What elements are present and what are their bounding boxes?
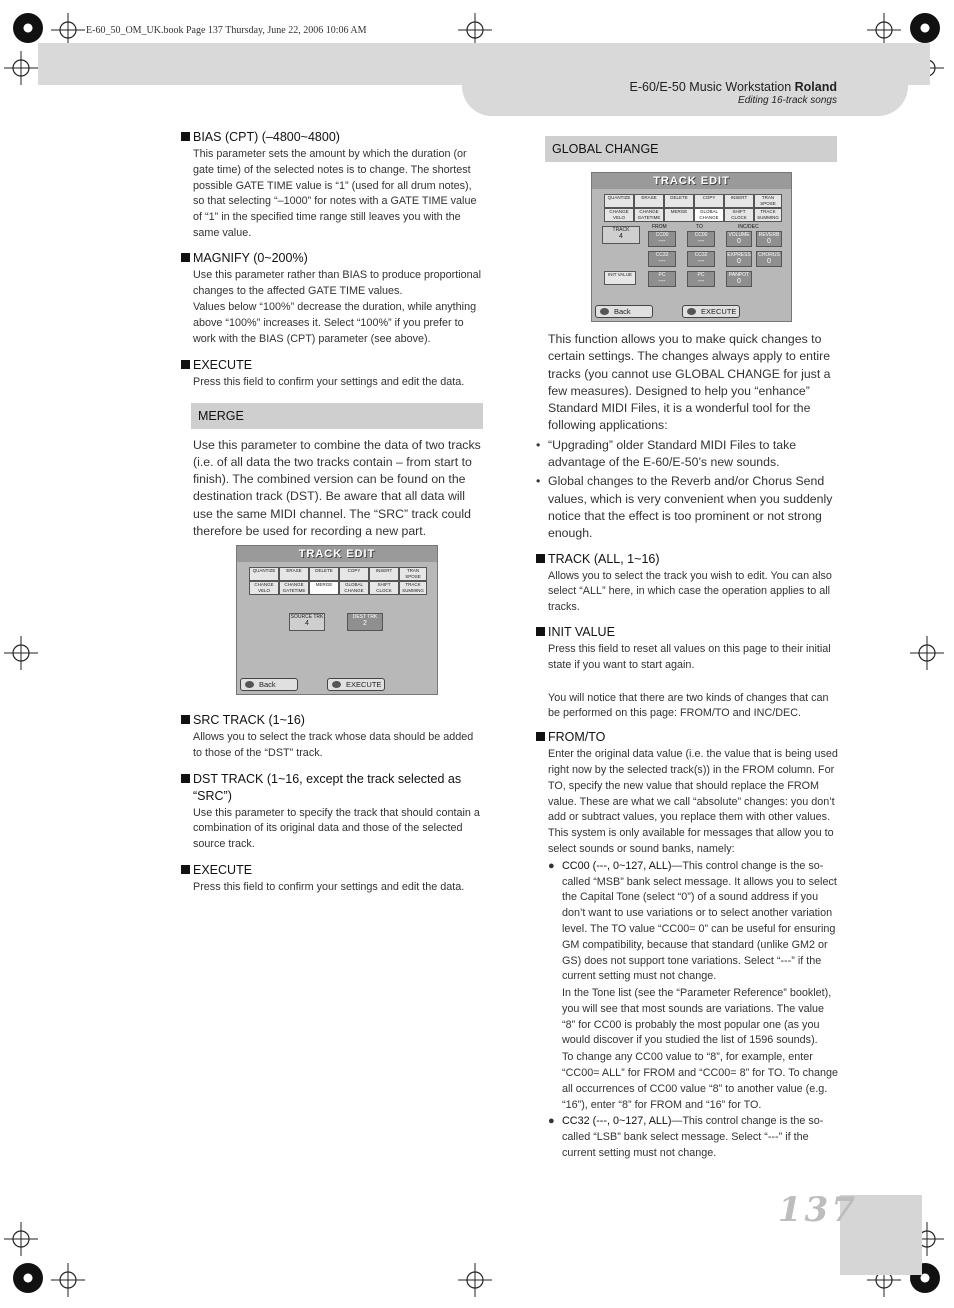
bullet-upgrading: • “Upgrading” older Standard MIDI Files to take advantage of the E-60/E-50’s new sounds. (536, 437, 840, 472)
field-label: EXPRESS (727, 252, 751, 258)
field-label: PC (697, 272, 705, 278)
heading-text: MAGNIFY (0~200%) (193, 250, 308, 265)
crosshair-icon (51, 1263, 85, 1297)
execute-icon (332, 681, 341, 688)
crosshair-icon (4, 1222, 38, 1256)
field-value: 2 (363, 620, 367, 627)
button-label: EXECUTE (701, 307, 737, 316)
shift-clock-button[interactable]: SHIFT CLOCK (369, 581, 399, 595)
registration-disc-icon (13, 1263, 43, 1293)
cc00-para2: In the Tone list (see the “Parameter Reference” booklet), you will see that most sounds are variations. The value “8” for CC00 is probably the most popular one (as you would discover if you studied the list of 1596 sounds). (562, 987, 832, 1047)
field-value: 0 (767, 238, 771, 245)
heading-text: EXECUTE (193, 357, 253, 372)
execute-button[interactable] (327, 678, 385, 691)
track-heading (536, 551, 840, 568)
crosshair-icon (458, 1263, 492, 1297)
square-bullet-icon (181, 865, 190, 874)
field-value: 0 (737, 258, 741, 265)
track-summing-button[interactable]: TRACK SUMMING (399, 581, 427, 595)
back-button[interactable] (595, 305, 653, 318)
left-column-lower (181, 712, 483, 896)
quantize-button[interactable]: QUANTIZE (604, 194, 634, 208)
track-text: Allows you to select the track you wish to edit. You can also select “ALL” here, in which case the operation applies to all tracks. (548, 569, 832, 614)
dst-text: Use this parameter to specify the track that should contain a combination of its original data and those of the selected source track. (193, 806, 480, 851)
erase-button[interactable]: ERASE (634, 194, 664, 208)
dst-heading (181, 771, 483, 805)
delete-button[interactable]: DELETE (309, 567, 339, 581)
crosshair-icon (51, 13, 85, 47)
page-number: 137 (778, 1190, 858, 1230)
field-value: 0 (767, 258, 771, 265)
registration-disc-icon (13, 13, 43, 43)
field-value: --- (697, 238, 705, 245)
dest-track-field[interactable] (347, 613, 383, 631)
field-label: CC00 (694, 232, 708, 238)
field-label: REVERB (758, 232, 780, 238)
from-cc00-field[interactable] (648, 231, 676, 247)
field-value: --- (658, 278, 666, 285)
from-cc32-field[interactable] (648, 251, 676, 267)
field-value: 4 (619, 233, 623, 240)
init-heading (536, 624, 840, 641)
source-track-field[interactable] (289, 613, 325, 631)
shift-clock-button[interactable]: SHIFT CLOCK (724, 208, 754, 222)
global-intro: This function allows you to make quick changes to certain settings. The changes always apply to entire tracks (you cannot use GLOBAL CHANGE for just a few measures). Designed to help you “enhance” Standard MIDI Files, it is a wonderful tool for the following applications: (548, 332, 831, 433)
square-bullet-icon (181, 360, 190, 369)
cc32-text: —This control change is the so-called “LSB” bank select message. Select “---” if the current setting must not change. (562, 1115, 824, 1160)
cc00-lead: CC00 (---, 0~127, ALL) (562, 859, 672, 872)
brand-name: Roland (794, 80, 837, 94)
print-meta-line: E-60_50_OM_UK.book Page 137 Thursday, June 22, 2006 10:06 AM (86, 25, 367, 36)
back-icon (600, 308, 609, 315)
round-bullet-icon: ● (548, 1115, 555, 1128)
running-subheader: Editing 16-track songs (738, 95, 837, 106)
back-button[interactable] (240, 678, 298, 691)
field-label: PC (658, 272, 666, 278)
crosshair-icon (4, 636, 38, 670)
screen-title: TRACK EDIT (592, 173, 791, 189)
crosshair-icon (867, 13, 901, 47)
transpose-button[interactable]: TRAN SPOSE (754, 194, 782, 208)
merge-section-bar: MERGE (191, 403, 483, 429)
heading-text: SRC TRACK (1~16) (193, 713, 305, 727)
to-cc32-field[interactable] (687, 251, 715, 267)
square-bullet-icon (181, 253, 190, 262)
from-label: FROM (652, 224, 667, 230)
button-label: Back (614, 307, 631, 316)
field-value: 0 (737, 238, 741, 245)
incdec-label: INC/DEC (738, 224, 759, 230)
heading-text: EXECUTE (193, 862, 253, 877)
bias-heading (181, 129, 483, 146)
heading-text: INIT VALUE (548, 624, 615, 639)
track-field[interactable] (602, 226, 640, 244)
copy-button[interactable]: COPY (339, 567, 369, 581)
init-text1: Press this field to reset all values on this page to their initial state if you want to start again. (548, 642, 831, 671)
square-bullet-icon (536, 627, 545, 636)
field-value: --- (658, 238, 666, 245)
cc32-lead: CC32 (---, 0~127, ALL) (562, 1115, 672, 1128)
quantize-button[interactable]: QUANTIZE (249, 567, 279, 581)
button-label: Back (259, 680, 276, 689)
field-label: DEST TRK (352, 614, 378, 620)
field-label: PANPOT (728, 272, 750, 278)
to-label: TO (696, 224, 703, 230)
registration-disc-icon (910, 13, 940, 43)
cc00-para3: To change any CC00 value to “8”, for example, enter “CC00= ALL” for FROM and “CC00= 8” for TO. To change all occurrences of CC00 value “8” to another value (e.g. “16”), enter “8” for FROM and “16” for TO. (562, 1051, 839, 1111)
field-label: CC32 (694, 252, 708, 258)
square-bullet-icon (536, 732, 545, 741)
heading-text: DST TRACK (1~16, except the track selected as “SRC”) (193, 771, 462, 803)
bias-text: This parameter sets the amount by which the duration (or gate time) of the selected notes is to change. The shortest possible GATE TIME value is “1” (used for all drum notes), so that selecting “–1000” for notes with a GATE TIME value of “1” in the specified time range still leaves you with the same value. (193, 148, 477, 239)
volume-field[interactable] (726, 231, 752, 247)
screen-title: TRACK EDIT (237, 546, 437, 562)
running-header (630, 80, 837, 94)
bullet-global-changes: • Global changes to the Reverb and/or Chorus Send values, which is very convenient when you suddenly notice that the effect is too prominent or not strong enough. (536, 473, 840, 542)
change-gatetime-button[interactable]: CHANGE GATETIME (279, 581, 309, 595)
field-value: --- (697, 278, 705, 285)
cc00-text: —This control change is the so-called “MSB” bank select message. It allows you to select the Capital Tone (select “0”) of a sound address if you don’t want to use variations or to select another variation level. The TO value “CC00= 0” can be useful for ensuring GM compatibility, because that standard (unlike GM2 or GS) does not support tone variations. Select “---” if the current setting must not change. (562, 859, 837, 983)
chorus-field[interactable] (756, 251, 782, 267)
product-name: E-60/E-50 Music Workstation (629, 80, 795, 94)
field-value: 4 (305, 620, 309, 627)
heading-text: TRACK (ALL, 1~16) (548, 551, 660, 566)
merge-screen (236, 545, 438, 695)
crosshair-icon (4, 51, 38, 85)
right-column (536, 331, 840, 1162)
field-value: 0 (737, 278, 741, 285)
round-bullet-icon: ● (548, 859, 555, 872)
field-label: VOLUME (728, 232, 750, 238)
change-velo-button[interactable]: CHANGE VELO (249, 581, 279, 595)
init-text2: You will notice that there are two kinds of changes that can be performed on this page: FROM/TO and INC/DEC. (548, 691, 829, 720)
insert-button[interactable]: INSERT (724, 194, 754, 208)
change-velo-button[interactable]: CHANGE VELO (604, 208, 634, 222)
field-value: --- (658, 258, 666, 265)
copy-button[interactable]: COPY (694, 194, 724, 208)
erase-button[interactable]: ERASE (279, 567, 309, 581)
field-label: TRACK (612, 227, 630, 233)
execute2-heading (181, 862, 483, 879)
transpose-button[interactable]: TRAN SPOSE (399, 567, 427, 581)
from-pc-field[interactable] (648, 271, 676, 287)
merge-text: Use this parameter to combine the data of two tracks (i.e. of all data the two tracks contain – from start to finish). The combined version can be found on the destination track (DST). Be aware that all data will use the same MIDI channel. The “SRC” track could therefore be used for recording a new part. (193, 437, 481, 539)
express-field[interactable] (726, 251, 752, 267)
change-gatetime-button[interactable]: CHANGE GATETIME (634, 208, 664, 222)
field-label: CC32 (655, 252, 669, 258)
merge-button[interactable]: MERGE (309, 581, 339, 595)
magnify-text2: Values below “100%” decrease the duration, while anything above “100%” increases it. Select “100%” if you prefer to work with the BIAS (CPT) parameter (see above). (193, 301, 477, 345)
square-bullet-icon (181, 774, 190, 783)
src-heading (181, 712, 483, 729)
insert-button[interactable]: INSERT (369, 567, 399, 581)
cc00-item (548, 859, 840, 985)
crosshair-icon (910, 636, 944, 670)
to-cc00-field[interactable] (687, 231, 715, 247)
heading-text: BIAS (CPT) (–4800~4800) (193, 130, 340, 144)
heading-text: FROM/TO (548, 730, 606, 745)
merge-button[interactable]: MERGE (664, 208, 694, 222)
crosshair-icon (458, 13, 492, 47)
execute-text: Press this field to confirm your settings and edit the data. (193, 375, 465, 388)
field-label: CC00 (655, 232, 669, 238)
delete-button[interactable]: DELETE (664, 194, 694, 208)
execute2-text: Press this field to confirm your settings and edit the data. (193, 880, 465, 893)
panpot-field[interactable] (726, 271, 752, 287)
global-change-button[interactable]: GLOBAL CHANGE (339, 581, 369, 595)
to-pc-field[interactable] (687, 271, 715, 287)
src-text: Allows you to select the track whose data should be added to those of the “DST” track. (193, 731, 474, 759)
fromto-text: Enter the original data value (i.e. the value that is being used right now by the selected track(s)) in the FROM column. For TO, specify the new value that should replace the FROM value. These are what we call “absolute” changes: you don’t add or subtract values, you replace them with other values. This system is only available for messages that allow you to select sounds or sound banks, namely: (548, 748, 838, 855)
cc32-item (548, 1114, 840, 1161)
field-label: SOURCE TRK (290, 614, 324, 620)
square-bullet-icon (181, 715, 190, 724)
magnify-heading (181, 250, 483, 267)
field-value: --- (697, 258, 705, 265)
back-icon (245, 681, 254, 688)
execute-heading (181, 357, 483, 374)
fromto-heading (536, 729, 840, 746)
global-change-section-bar: GLOBAL CHANGE (545, 136, 837, 162)
field-label: CHORUS (758, 252, 780, 258)
track-summing-button[interactable]: TRACK SUMMING (754, 208, 782, 222)
execute-button[interactable] (682, 305, 740, 318)
left-column (181, 129, 483, 540)
execute-icon (687, 308, 696, 315)
square-bullet-icon (181, 132, 190, 141)
square-bullet-icon (536, 554, 545, 563)
reverb-field[interactable] (756, 231, 782, 247)
magnify-text1: Use this parameter rather than BIAS to produce proportional changes to the affected GATE TIME values. (193, 268, 482, 297)
button-label: EXECUTE (346, 680, 382, 689)
init-value-button[interactable]: INIT VALUE (604, 271, 636, 285)
global-change-button[interactable]: GLOBAL CHANGE (694, 208, 724, 222)
global-change-screen (591, 172, 792, 322)
